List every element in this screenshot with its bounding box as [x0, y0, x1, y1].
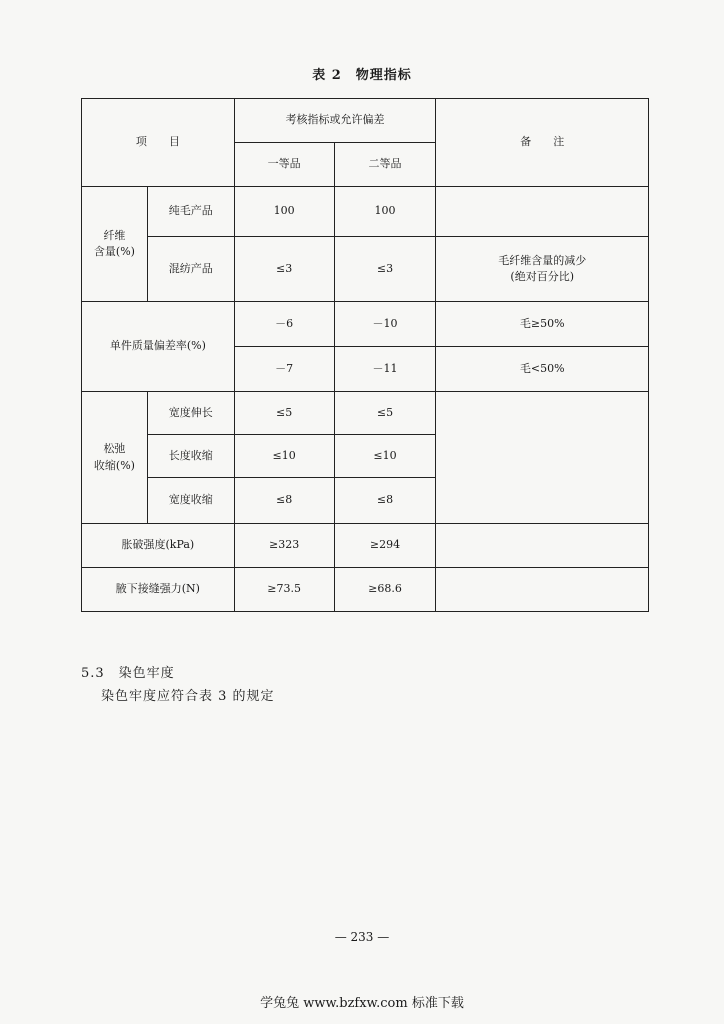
- section-heading: 5.3 染色牢度: [81, 666, 175, 681]
- page-number: — 233 —: [334, 930, 390, 944]
- row-label: 宽度收缩: [147, 478, 234, 524]
- grade1-value: 100: [234, 187, 334, 237]
- grade2-value: －10: [334, 302, 436, 347]
- row-label: 胀破强度(kPa): [82, 524, 235, 568]
- remark-cell: [436, 568, 649, 612]
- row-label: 长度收缩: [147, 435, 234, 478]
- relaxation-shrinkage-group: 松弛 收缩(%): [82, 392, 148, 524]
- table-row: [82, 392, 649, 435]
- row-label: 腋下接缝强力(N): [82, 568, 235, 612]
- header-grade1: 一等品: [234, 143, 334, 187]
- grade1-value: ≤3: [234, 237, 334, 302]
- grade1-value: －7: [234, 347, 334, 392]
- header-grade2: 二等品: [334, 143, 436, 187]
- row-label: 混纺产品: [147, 237, 234, 302]
- header-remarks: 备 注: [436, 99, 649, 187]
- grade1-value: ≤5: [234, 392, 334, 435]
- header-item: 项 目: [82, 99, 235, 187]
- footer-watermark: 学兔兔 www.bzfxw.com 标准下载: [260, 996, 464, 1011]
- header-criteria: 考核指标或允许偏差: [234, 99, 436, 143]
- grade2-value: －11: [334, 347, 436, 392]
- grade2-value: ≤3: [334, 237, 436, 302]
- remark-cell: [436, 524, 649, 568]
- physical-indicators-table: [81, 98, 649, 612]
- grade2-value: ≥68.6: [334, 568, 436, 612]
- table-title: 表 2 物理指标: [312, 68, 412, 83]
- header-row: [82, 99, 649, 143]
- table-row: [82, 524, 649, 568]
- remark-cell: [436, 392, 649, 524]
- remark-cell: 毛≥50%: [436, 302, 649, 347]
- grade1-value: ≥323: [234, 524, 334, 568]
- remark-cell: 毛<50%: [436, 347, 649, 392]
- row-label: 宽度伸长: [147, 392, 234, 435]
- grade2-value: ≤8: [334, 478, 436, 524]
- remark-cell: [436, 187, 649, 237]
- weight-deviation-group: 单件质量偏差率(%): [82, 302, 235, 392]
- fiber-content-group: 纤维 含量(%): [82, 187, 148, 302]
- table-row: [82, 568, 649, 612]
- grade1-value: ≤8: [234, 478, 334, 524]
- grade2-value: ≥294: [334, 524, 436, 568]
- table-row: [82, 237, 649, 302]
- section-body: 染色牢度应符合表 3 的规定: [101, 689, 275, 704]
- table-row: [82, 187, 649, 237]
- grade1-value: ≤10: [234, 435, 334, 478]
- table-row: [82, 302, 649, 347]
- remark-cell: 毛纤维含量的减少 (绝对百分比): [436, 237, 649, 302]
- grade1-value: －6: [234, 302, 334, 347]
- grade1-value: ≥73.5: [234, 568, 334, 612]
- grade2-value: 100: [334, 187, 436, 237]
- row-label: 纯毛产品: [147, 187, 234, 237]
- grade2-value: ≤5: [334, 392, 436, 435]
- grade2-value: ≤10: [334, 435, 436, 478]
